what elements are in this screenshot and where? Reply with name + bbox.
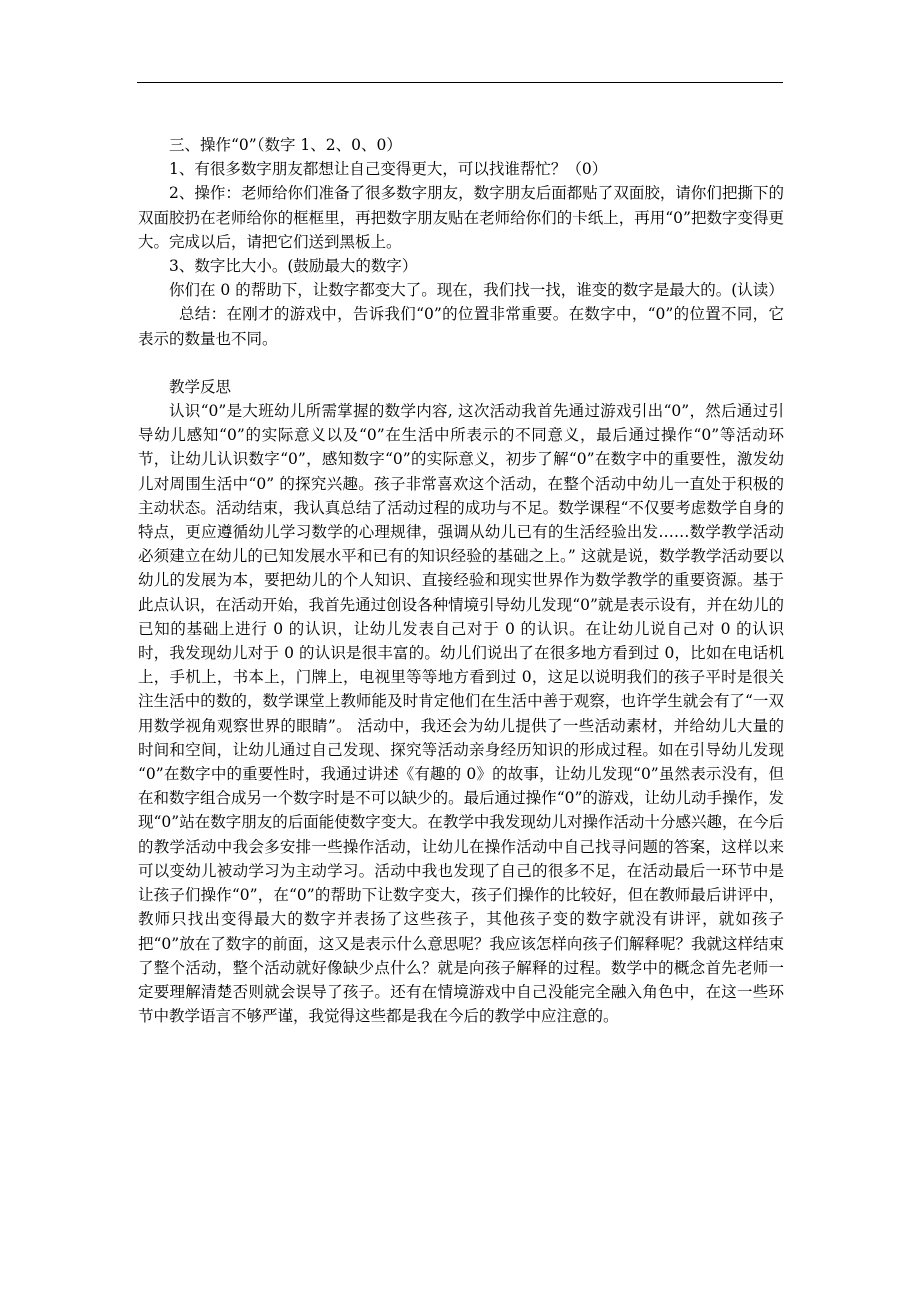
reflection-body: 认识“0”是大班幼儿所需掌握的数学内容, 这次活动我首先通过游戏引出“0”，然后通过引导幼儿感知“0”的实际意义以及“0”在生活中所表示的不同意义，最后通过操作“0”等活动环节，让幼儿认识数字“0”，感知数字“0”的实际意义，初步了解“0”在数字中的重要性，激发幼儿对周围生活中“0” 的探究兴趣。孩子非常喜欢这个活动，在整个活动中幼儿一直处于积极的主动状态。活动结束，我认真总结了活动过程的成功与不足。数学课程“不仅要考虑数学自身的特点，更应遵循幼儿学习数学的心理规律，强调从幼儿已有的生活经验出发……数学教学活动必须建立在幼儿的已知发展水平和已有的知识经验的基础之上。” 这就是说，数学教学活动要以幼儿的发展为本，要把幼儿的个人知识、直接经验和现实世界作为数学教学的重要资源。基于此点认识，在活动开始，我首先通过创设各种情境引导幼儿发现“0”就是表示设有，并在幼儿的已知的基础上进行 0 的认识，让幼儿发表自己对于 0 的认识。在让幼儿说自己对 0 的认识时，我发现幼儿对于 0 的认识是很丰富的。幼儿们说出了在很多地方看到过 0，比如在电话机上，手机上，书本上，门牌上，电视里等等地方看到过 0，这足以说明我们的孩子平时是很关注生活中的数的，数学课堂上教师能及时肯定他们在生活中善于观察，也许学生就会有了“一双用数学视角观察世界的眼睛”。 活动中，我还会为幼儿提供了一些活动素材，并给幼儿大量的时间和空间，让幼儿通过自己发现、探究等活动亲身经历知识的形成过程。如在引导幼儿发现 “0”在数字中的重要性时，我通过讲述《有趣的 0》的故事，让幼儿发现“0”虽然表示没有，但在和数字组合成另一个数字时是不可以缺少的。最后通过操作“0”的游戏，让幼儿动手操作，发现“0”站在数字朋友的后面能使数字变大。在教学中我发现幼儿对操作活动十分感兴趣，在今后的教学活动中我会多安排一些操作活动，让幼儿在操作活动中自己找寻问题的答案，这样以来可以变幼儿被动学习为主动学习。活动中我也发现了自己的很多不足，在活动最后一环节中是让孩子们操作“0”，在“0”的帮助下让数字变大，孩子们操作的比较好，但在教师最后讲评中，教师只找出变得最大的数字并表扬了这些孩子，其他孩子变的数字就没有讲评，就如孩子把“0”放在了数字的前面，这又是表示什么意思呢？我应该怎样向孩子们解释呢？我就这样结束了整个活动，整个活动就好像缺少点什么？就是向孩子解释的过程。数学中的概念首先老师一定要理解清楚否则就会误导了孩子。还有在情境游戏中自己没能完全融入角色中，在这一些环节中教学语言不够严谨，我觉得这些都是我在今后的教学中应注意的。 bbox=[138, 402, 784, 1026]
compare-item-3-detail: 你们在 0 的帮助下，让数字都变大了。现在，我们找一找，谁变的数字是最大的。(认读） bbox=[169, 281, 784, 300]
paragraph-spacer bbox=[138, 351, 784, 375]
reflection-title: 教学反思 bbox=[169, 377, 232, 396]
question-item-1: 1、有很多数字朋友都想让自己变得更大，可以找谁帮忙？（0） bbox=[169, 160, 608, 179]
compare-item-3: 3、数字比大小。(鼓励最大的数字） bbox=[169, 257, 418, 276]
header-rule bbox=[137, 82, 783, 83]
document-body bbox=[138, 133, 784, 1028]
summary-paragraph: 总结：在刚才的游戏中，告诉我们“0”的位置非常重要。在数字中，“0”的位置不同，它表示的数量也不同。 bbox=[138, 305, 784, 348]
operation-item-2: 2、操作：老师给你们准备了很多数字朋友，数字朋友后面都贴了双面胶，请你们把撕下的双面胶扔在老师给你的框框里，再把数字朋友贴在老师给你们的卡纸上，再用“0”把数字变得更大。完成以后，请把它们送到黑板上。 bbox=[138, 184, 784, 251]
section-heading: 三、操作“0”（数字 1、2、0、0） bbox=[169, 136, 402, 154]
